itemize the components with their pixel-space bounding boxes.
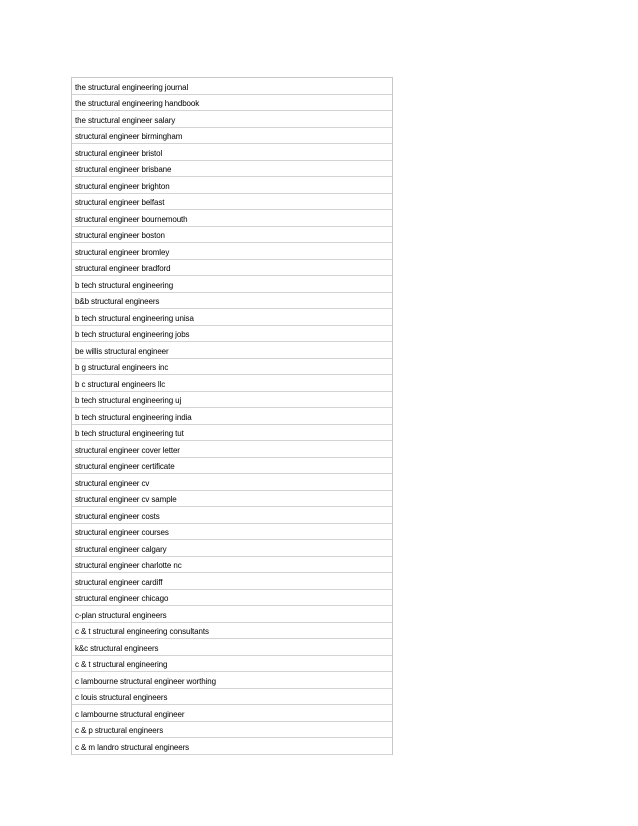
table-row — [72, 293, 392, 310]
table-row — [72, 95, 392, 112]
table-cell: the structural engineer salary — [75, 115, 176, 125]
table-row — [72, 342, 392, 359]
table-cell: structural engineer brighton — [75, 181, 170, 191]
table-cell: structural engineer bournemouth — [75, 214, 188, 224]
table-cell: the structural engineering handbook — [75, 99, 200, 108]
table-cell: structural engineer cv — [75, 478, 150, 488]
table-cell: b tech structural engineering — [75, 280, 174, 290]
table-row — [72, 524, 392, 541]
table-cell: structural engineer bradford — [75, 264, 171, 273]
table-row — [72, 210, 392, 227]
table-row — [72, 672, 392, 689]
table-cell: c-plan structural engineers — [75, 610, 167, 620]
table-cell: c & m landro structural engineers — [75, 742, 190, 752]
table-cell: structural engineer cardiff — [75, 577, 163, 587]
table-row — [72, 144, 392, 161]
table-cell: b tech structural engineering uj — [75, 396, 182, 405]
table-cell: structural engineer costs — [75, 511, 160, 521]
table-cell: structural engineer bristol — [75, 148, 163, 158]
table-row — [72, 738, 392, 755]
table-row — [72, 639, 392, 656]
table-cell: structural engineer certificate — [75, 462, 175, 471]
table-cell: structural engineer courses — [75, 528, 169, 537]
table-cell: be willis structural engineer — [75, 346, 169, 356]
table-cell: structural engineer bromley — [75, 247, 170, 257]
table-row — [72, 326, 392, 343]
table-cell: b tech structural engineering tut — [75, 429, 184, 438]
table-row — [72, 458, 392, 475]
table-row — [72, 177, 392, 194]
table-row — [72, 78, 392, 95]
table-row — [72, 722, 392, 739]
table-row — [72, 194, 392, 211]
table-row — [72, 590, 392, 607]
table-cell: c louis structural engineers — [75, 693, 168, 702]
table-cell: c lambourne structural engineer — [75, 709, 185, 719]
table-row — [72, 606, 392, 623]
table-row — [72, 161, 392, 178]
table-cell: structural engineer calgary — [75, 544, 167, 554]
table-row — [72, 573, 392, 590]
table-cell: b tech structural engineering jobs — [75, 330, 190, 339]
table-cell: c lambourne structural engineer worthing — [75, 676, 216, 686]
table-row — [72, 392, 392, 409]
table-row — [72, 111, 392, 128]
table-row — [72, 474, 392, 491]
table-cell: b g structural engineers inc — [75, 363, 169, 372]
table-cell: b&b structural engineers — [75, 297, 160, 306]
table-cell: c & p structural engineers — [75, 726, 164, 735]
table-row — [72, 128, 392, 145]
table-row — [72, 491, 392, 508]
table-cell: the structural engineering journal — [75, 82, 189, 92]
table-cell: structural engineer boston — [75, 231, 165, 240]
table-cell: structural engineer brisbane — [75, 165, 172, 174]
table-row — [72, 359, 392, 376]
table-row — [72, 507, 392, 524]
table-row — [72, 375, 392, 392]
table-cell: structural engineer chicago — [75, 594, 169, 603]
table-cell: b tech structural engineering unisa — [75, 313, 194, 323]
table-row — [72, 408, 392, 425]
table-row — [72, 243, 392, 260]
table-cell: c & t structural engineering consultants — [75, 627, 209, 636]
table-cell: structural engineer cv sample — [75, 495, 177, 504]
table-cell: c & t structural engineering — [75, 660, 168, 669]
table-cell: structural engineer cover letter — [75, 445, 180, 455]
table-row — [72, 656, 392, 673]
table-row — [72, 689, 392, 706]
table-cell: b c structural engineers llc — [75, 379, 166, 389]
table-cell: structural engineer belfast — [75, 198, 165, 207]
table-row — [72, 623, 392, 640]
table-row — [72, 227, 392, 244]
table-row — [72, 425, 392, 442]
table-cell: b tech structural engineering india — [75, 412, 192, 422]
table-row — [72, 705, 392, 722]
table-row — [72, 557, 392, 574]
table-row — [72, 540, 392, 557]
table-cell: structural engineer charlotte nc — [75, 561, 182, 570]
keyword-table — [71, 77, 393, 755]
table-row — [72, 260, 392, 277]
table-row — [72, 276, 392, 293]
table-row — [72, 441, 392, 458]
table-row — [72, 309, 392, 326]
table-cell: k&c structural engineers — [75, 643, 159, 653]
table-cell: structural engineer birmingham — [75, 132, 183, 141]
